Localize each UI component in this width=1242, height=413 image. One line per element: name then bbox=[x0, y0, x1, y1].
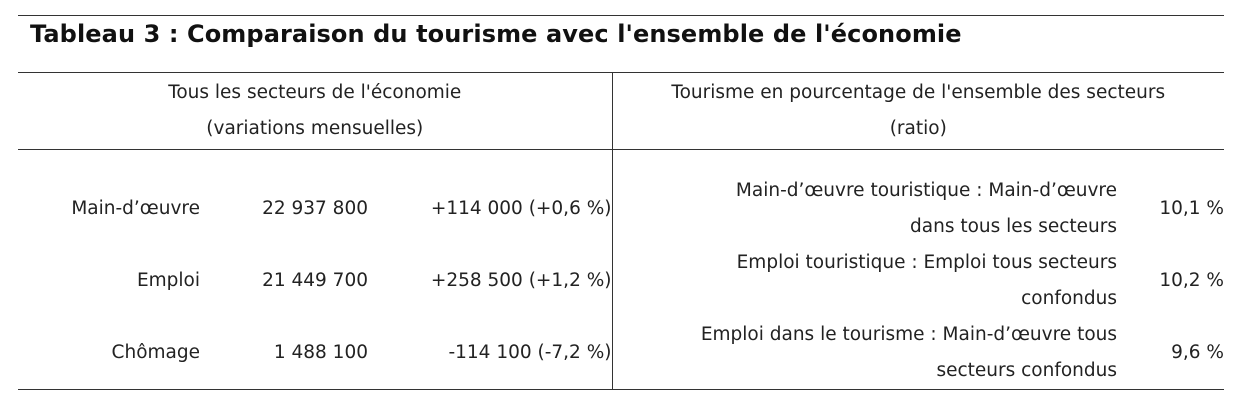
header-all-sectors-line1: Tous les secteurs de l'économie bbox=[168, 82, 462, 103]
ratio-label-line1: Emploi touristique : Emploi tous secteurs bbox=[736, 252, 1118, 273]
table-header-row bbox=[18, 73, 1224, 150]
header-all-sectors bbox=[18, 73, 612, 150]
header-tourism-percentage bbox=[612, 73, 1224, 150]
table-title: Tableau 3 : Comparaison du tourisme avec l'ensemble de l'économie bbox=[30, 20, 962, 48]
row-change: +114 000 (+0,6 %) bbox=[368, 173, 612, 245]
row-label: Chômage bbox=[111, 342, 200, 363]
row-ratio-value: 9,6 % bbox=[1171, 342, 1225, 363]
row-ratio-value: 10,2 % bbox=[1159, 270, 1225, 291]
header-all-sectors-line2: (variations mensuelles) bbox=[206, 118, 424, 139]
ratio-label-line2: confondus bbox=[1021, 288, 1118, 309]
table-row-labour-force bbox=[18, 173, 1224, 245]
row-level: 1 488 100 bbox=[273, 342, 368, 363]
row-label: Main-d’œuvre bbox=[71, 198, 200, 219]
table-row-unemployment bbox=[18, 317, 1224, 390]
row-level: 22 937 800 bbox=[262, 198, 368, 219]
row-ratio-label bbox=[612, 173, 1117, 245]
row-ratio-label bbox=[612, 245, 1117, 317]
row-change: -114 100 (-7,2 %) bbox=[368, 317, 612, 390]
ratio-label-line1: Main-d’œuvre touristique : Main-d’œuvre bbox=[735, 180, 1118, 201]
row-change: +258 500 (+1,2 %) bbox=[368, 245, 612, 317]
ratio-label-line1: Emploi dans le tourisme : Main-d’œuvre tous bbox=[700, 324, 1118, 345]
row-level: 21 449 700 bbox=[262, 270, 368, 291]
comparison-table bbox=[18, 72, 1224, 390]
spacer-row bbox=[18, 150, 1224, 174]
ratio-label-line2: secteurs confondus bbox=[936, 360, 1118, 381]
top-rule bbox=[18, 15, 1224, 16]
header-tourism-line2: (ratio) bbox=[889, 118, 947, 139]
row-ratio-label bbox=[612, 317, 1117, 390]
table-row-employment bbox=[18, 245, 1224, 317]
header-tourism-line1: Tourisme en pourcentage de l'ensemble des secteurs bbox=[671, 82, 1166, 103]
row-ratio-value: 10,1 % bbox=[1159, 198, 1225, 219]
row-label: Emploi bbox=[136, 270, 200, 291]
ratio-label-line2: dans tous les secteurs bbox=[910, 216, 1118, 237]
